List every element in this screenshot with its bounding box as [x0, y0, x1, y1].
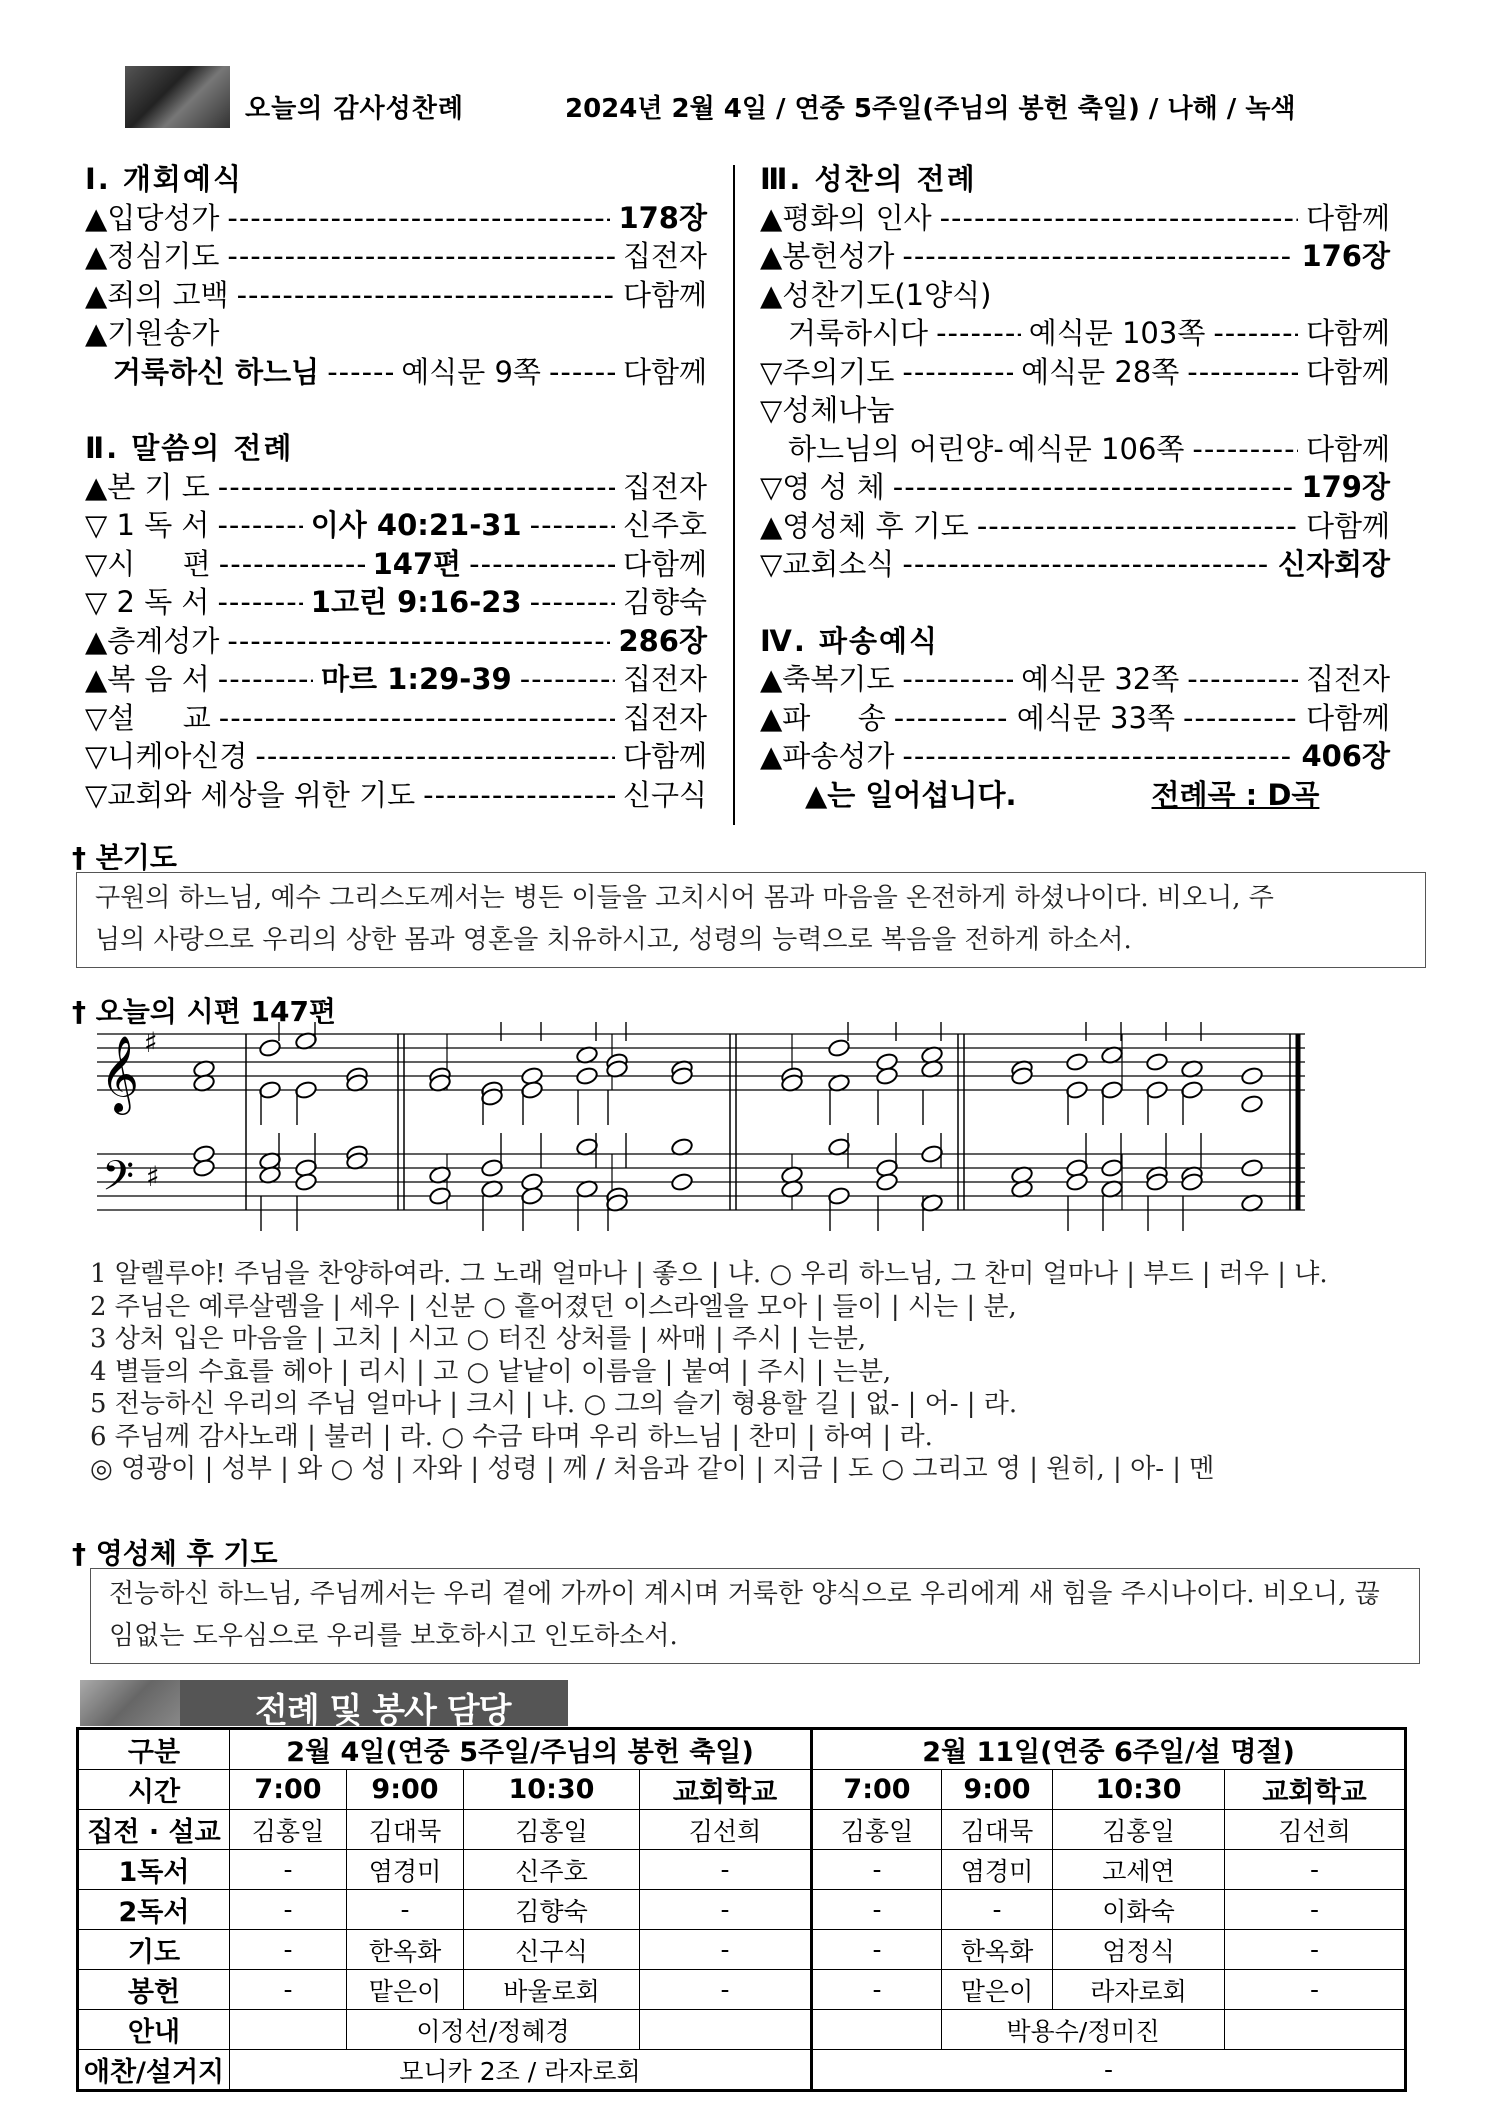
item-label: ▽교회와 세상을 위한 기도: [85, 777, 416, 812]
duty-banner: [80, 1680, 568, 1731]
duty-cell: 염경미: [347, 1850, 464, 1890]
duty-cell: 김홍일: [464, 1810, 640, 1850]
duty-cell: -: [230, 1930, 347, 1970]
col-label: 구분: [78, 1729, 230, 1770]
column-divider: [733, 165, 735, 825]
item-label: ▽교회소식: [760, 547, 895, 581]
order-right-column: [760, 160, 1390, 814]
duty-cell: -: [230, 1970, 347, 2010]
fraction-row: ▽성체나눔: [760, 393, 895, 427]
note-head: [258, 1038, 282, 1058]
time-cell: 9:00: [347, 1770, 464, 1810]
duty-row: [78, 1850, 1406, 1890]
item-value: 신주호: [622, 508, 707, 542]
duty-cell: 고세연: [1053, 1850, 1225, 1890]
item-label: ▽시 편: [85, 546, 211, 581]
post-communion-text: 전능하신 하느님, 주님께서는 우리 곁에 가까이 계시며 거룩한 양식으로 우리에게 새 힘을 주시나이다. 비오니, 끊: [109, 1579, 1380, 1609]
duty-row-label: 집전 · 설교: [78, 1810, 230, 1850]
duty-cell: 한옥화: [347, 1930, 464, 1970]
item-value: 집전자: [622, 239, 707, 273]
item-value: 신구식: [622, 777, 707, 812]
item-reference: 마르 1:29-39: [321, 662, 512, 696]
time-cell: 10:30: [464, 1770, 640, 1810]
section-heading: Ⅰ. 개회예식: [85, 162, 243, 196]
word-row: [85, 737, 707, 776]
section-heading: Ⅲ. 성찬의 전례: [760, 162, 977, 196]
note-head: [294, 1080, 318, 1100]
item-label: ▲본 기 도: [85, 469, 210, 504]
opening-row: [85, 276, 707, 315]
duty-cell: 김홍일: [1053, 1810, 1225, 1850]
note-head: [875, 1066, 899, 1086]
note-head: [258, 1080, 282, 1100]
item-reference: 예식문 32쪽: [1021, 662, 1180, 696]
item-reference: 이사 40:21-31: [310, 508, 522, 542]
duty-cell: -: [640, 1970, 812, 2010]
duty-row-label: 봉헌: [78, 1970, 230, 2010]
note-head: [575, 1066, 599, 1086]
agnus-row: 하느님의 어린양- 예식문 106쪽 ----- 다함께: [760, 430, 1390, 469]
duty-row: [78, 1890, 1406, 1930]
item-label: ▲봉헌성가: [760, 239, 895, 273]
item-reference: 예식문 33쪽: [1016, 700, 1175, 735]
word-row: [85, 622, 707, 661]
item-label: ▲복 음 서: [85, 662, 210, 696]
duty-cell: 엄정식: [1053, 1930, 1225, 1970]
duty-row: [78, 1970, 1406, 2010]
duty-banner-title: 전례 및 봉사 담당: [255, 1691, 511, 1731]
chant-note: 전례곡 : D곡: [1151, 777, 1320, 812]
kyrie-sub-row: 거룩하신 하느님 ----- 예식문 9쪽 ----- 다함께: [85, 353, 707, 392]
sanctus-row: 거룩하시다 ----- 예식문 103쪽 ----- 다함께: [760, 314, 1390, 353]
note-head: [1240, 1158, 1264, 1178]
psalm-heading: † 오늘의 시편 147편: [72, 995, 336, 1028]
duty-cell: -: [1225, 1970, 1406, 2010]
bass-clef: 𝄢: [102, 1152, 135, 1210]
item-value: 다함께: [1305, 700, 1391, 735]
note-head: [1145, 1080, 1169, 1100]
duty-cell: 김선희: [1225, 1810, 1406, 1850]
item-label: ▲축복기도: [760, 662, 895, 696]
duty-cell: -: [230, 1850, 347, 1890]
item-value: 집전자: [622, 469, 707, 504]
communion-row: [760, 468, 1390, 507]
note-head: [480, 1158, 504, 1178]
item-label: ▽영 성 체: [760, 470, 885, 504]
time-cell: 10:30: [1053, 1770, 1225, 1810]
note-head: [1100, 1158, 1124, 1178]
word-row: [85, 699, 707, 738]
note-row: [760, 776, 1390, 815]
psalm-verse: 6 주님께 감사노래 | 불러 | 라. ○ 수금 타며 우리 하느님 | 찬미 | 하여 | 라.: [90, 1421, 933, 1452]
note-head: [428, 1186, 452, 1206]
psalm-text: [90, 1258, 1328, 1486]
communion-row: [760, 545, 1390, 584]
post-communion-heading: † 영성체 후 기도: [72, 1537, 278, 1570]
kyrie-row: ▲기원송가: [85, 316, 220, 350]
item-value: 김향숙: [622, 585, 707, 619]
duty-row: [78, 1810, 1406, 1850]
item-label: ▽ 2 독 서: [85, 585, 210, 619]
page-title: 오늘의 감사성찬례: [245, 94, 464, 124]
item-value: 다함께: [622, 277, 707, 312]
duty-cell: -: [1225, 1850, 1406, 1890]
duty-row: [78, 1930, 1406, 1970]
note-head: [294, 1172, 318, 1192]
psalm-verse: ◎ 영광이 | 성부 | 와 ○ 성 | 자와 | 성령 | 께 / 처음과 같이 | 지금 | 도 ○ 그리고 영 | 원히, | 아- | 멘: [90, 1454, 1215, 1484]
collect-text: 님의 사랑으로 우리의 상한 몸과 영혼을 치유하시고, 성령의 능력으로 복음을 전하게 하소서.: [95, 925, 1132, 955]
duty-cell: 김홍일: [230, 1810, 347, 1850]
item-value: 다함께: [1305, 508, 1390, 543]
guide-cell-2: 박용수/정미진: [942, 2010, 1225, 2050]
duty-cell: -: [640, 1890, 812, 1930]
word-row: [85, 506, 707, 545]
item-label: ▽니케아신경: [85, 739, 248, 773]
time-cell: 7:00: [230, 1770, 347, 1810]
banner-photo: [80, 1680, 180, 1726]
item-label: ▲입당성가: [85, 200, 220, 235]
item-label: ▲파송성가: [760, 739, 895, 773]
time-cell: 9:00: [942, 1770, 1053, 1810]
duty-cell: 염경미: [942, 1850, 1053, 1890]
clean-cell-1: 모니카 2조 / 라자로회: [230, 2050, 812, 2091]
stand-note: ▲는 일어섭니다.: [805, 777, 1017, 812]
lords-prayer-row: ▽주의기도 ----- 예식문 28쪽 ----- 다함께: [760, 353, 1390, 392]
duty-cell: -: [1225, 1890, 1406, 1930]
note-head: [670, 1172, 694, 1192]
note-head: [920, 1144, 944, 1164]
sharp: ♯: [144, 1026, 158, 1059]
duty-row-label: 기도: [78, 1930, 230, 1970]
date-header-1: 2월 4일(연중 5주일/주님의 봉헌 축일): [230, 1729, 812, 1770]
duty-table: [76, 1727, 1407, 2092]
sharp: ♯: [146, 1160, 160, 1193]
date-header-2: 2월 11일(연중 6주일/설 명절): [812, 1729, 1406, 1770]
item-label: ▽설 교: [85, 700, 211, 735]
item-label: ▲평화의 인사: [760, 200, 932, 235]
duty-cell: 이화숙: [1053, 1890, 1225, 1930]
item-label: ▲정심기도: [85, 239, 220, 273]
item-value: 다함께: [622, 739, 707, 773]
item-value: 다함께: [622, 546, 708, 581]
word-row: [85, 468, 707, 507]
psalm-verse: 3 상처 입은 마음을 | 고치 | 시고 ○ 터진 상처를 | 싸매 | 주시 | 는분,: [90, 1324, 867, 1354]
collect-text: 구원의 하느님, 예수 그리스도께서는 병든 이들을 고치시어 몸과 마음을 온전하게 하셨나이다. 비오니, 주: [95, 883, 1274, 913]
word-row: [85, 545, 707, 584]
duty-cell: 김대묵: [942, 1810, 1053, 1850]
post-communion-box: [90, 1568, 1420, 1664]
word-row: [85, 776, 707, 815]
duty-cell: 한옥화: [942, 1930, 1053, 1970]
treble-clef: 𝄞: [100, 1035, 140, 1112]
church-photo: [125, 66, 230, 128]
item-label: ▲파 송: [760, 700, 886, 735]
duty-row-label: 2독서: [78, 1890, 230, 1930]
item-label: ▲영성체 후 기도: [760, 508, 969, 543]
clean-label: 애찬/설거지: [78, 2050, 230, 2091]
psalm-verse: 2 주님은 예루살렘을 | 세우 | 신분 ○ 흩어졌던 이스라엘을 모아 | 들이 | 시는 | 분,: [90, 1291, 1017, 1322]
guide-label: 안내: [78, 2010, 230, 2050]
duty-cell: -: [640, 1850, 812, 1890]
duty-cell: 김향숙: [464, 1890, 640, 1930]
item-value: 178장: [618, 200, 707, 235]
duty-cell: 김대묵: [347, 1810, 464, 1850]
communion-row: [760, 507, 1390, 546]
note-head: [1100, 1080, 1124, 1100]
duty-row-label: 1독서: [78, 1850, 230, 1890]
item-value: 집전자: [622, 700, 707, 735]
duty-cell: -: [230, 1890, 347, 1930]
item-value: 176장: [1301, 239, 1390, 273]
duty-cell: -: [1225, 1930, 1406, 1970]
item-value: 406장: [1301, 739, 1390, 773]
note-head: [1065, 1052, 1089, 1072]
collect-heading: † 본기도: [72, 841, 177, 874]
duty-cell: -: [347, 1890, 464, 1930]
note-head: [520, 1186, 544, 1206]
duty-cell: -: [942, 1890, 1053, 1930]
clean-cell-2: -: [812, 2050, 1406, 2091]
post-communion-text: 임없는 도우심으로 우리를 보호하시고 인도하소서.: [109, 1621, 678, 1651]
duty-cell: 신구식: [464, 1930, 640, 1970]
item-reference: 1고린 9:16-23: [310, 585, 522, 619]
header: [125, 66, 1395, 130]
item-label: ▽ 1 독 서: [85, 508, 210, 542]
item-value: 집전자: [1305, 662, 1390, 696]
dismissal-row: [760, 699, 1390, 738]
item-value: 286장: [618, 623, 707, 658]
dismissal-row: [760, 737, 1390, 776]
date-line: 2024년 2월 4일 / 연중 5주일(주님의 봉헌 축일) / 나해 / 녹색: [565, 94, 1296, 124]
item-value: 다함께: [1305, 200, 1390, 235]
section-heading: Ⅳ. 파송예식: [760, 623, 940, 658]
note-head: [1240, 1094, 1264, 1114]
eucharist-row: [760, 237, 1390, 276]
time-cell: 7:00: [812, 1770, 942, 1810]
note-head: [875, 1172, 899, 1192]
note-head: [1180, 1080, 1204, 1100]
word-row: [85, 660, 707, 699]
time-cell: 교회학교: [640, 1770, 812, 1810]
duty-cell: 신주호: [464, 1850, 640, 1890]
duty-cell: 맡은이: [347, 1970, 464, 2010]
word-row: [85, 583, 707, 622]
section-heading: Ⅱ. 말씀의 전례: [85, 431, 294, 465]
note-head: [520, 1080, 544, 1100]
note-head: [827, 1186, 851, 1206]
note-head: [1145, 1052, 1169, 1072]
opening-row: [85, 237, 707, 276]
psalm-verse: 1 알렐루야! 주님을 찬양하여라. 그 노래 얼마나 | 좋으 | 냐. ○ 우리 하느님, 그 찬미 얼마나 | 부드 | 러우 | 냐.: [90, 1259, 1328, 1289]
item-reference: 147편: [372, 546, 462, 581]
time-label: 시간: [78, 1770, 230, 1810]
note-head: [827, 1038, 851, 1058]
psalm-verse: 5 전능하신 우리의 주님 얼마나 | 크시 | 냐. ○ 그의 슬기 형용할 길 | 없- | 어- | 라.: [90, 1389, 1018, 1419]
duty-cell: -: [812, 1970, 942, 2010]
order-left-column: [85, 160, 707, 814]
eucharist-row: ▲성찬기도(1양식): [760, 277, 992, 312]
note-head: [192, 1158, 216, 1178]
item-value: 신자회장: [1277, 547, 1390, 581]
duty-cell: -: [812, 1930, 942, 1970]
eucharist-row: [760, 199, 1390, 238]
collect-box: [76, 872, 1426, 968]
opening-row: [85, 199, 707, 238]
item-label: ▲죄의 고백: [85, 277, 229, 312]
duty-cell: -: [640, 1930, 812, 1970]
psalm-chant-score: [92, 1022, 1307, 1242]
duty-cell: 김홍일: [812, 1810, 942, 1850]
duty-cell: 바울로회: [464, 1970, 640, 2010]
duty-cell: -: [812, 1890, 942, 1930]
note-head: [1065, 1080, 1089, 1100]
note-head: [1240, 1066, 1264, 1086]
time-cell: 교회학교: [1225, 1770, 1406, 1810]
duty-cell: 라자로회: [1053, 1970, 1225, 2010]
guide-cell-1: 이정선/정혜경: [347, 2010, 640, 2050]
duty-cell: 맡은이: [942, 1970, 1053, 2010]
note-head: [1065, 1172, 1089, 1192]
duty-cell: -: [812, 1850, 942, 1890]
item-value: 179장: [1301, 470, 1390, 504]
item-value: 집전자: [622, 662, 708, 696]
item-label: ▲층계성가: [85, 623, 220, 658]
psalm-verse: 4 별들의 수효를 헤아 | 리시 | 고 ○ 낱낱이 이름을 | 붙여 | 주시 | 는분,: [90, 1356, 892, 1387]
duty-cell: 김선희: [640, 1810, 812, 1850]
dismissal-row: [760, 660, 1390, 699]
